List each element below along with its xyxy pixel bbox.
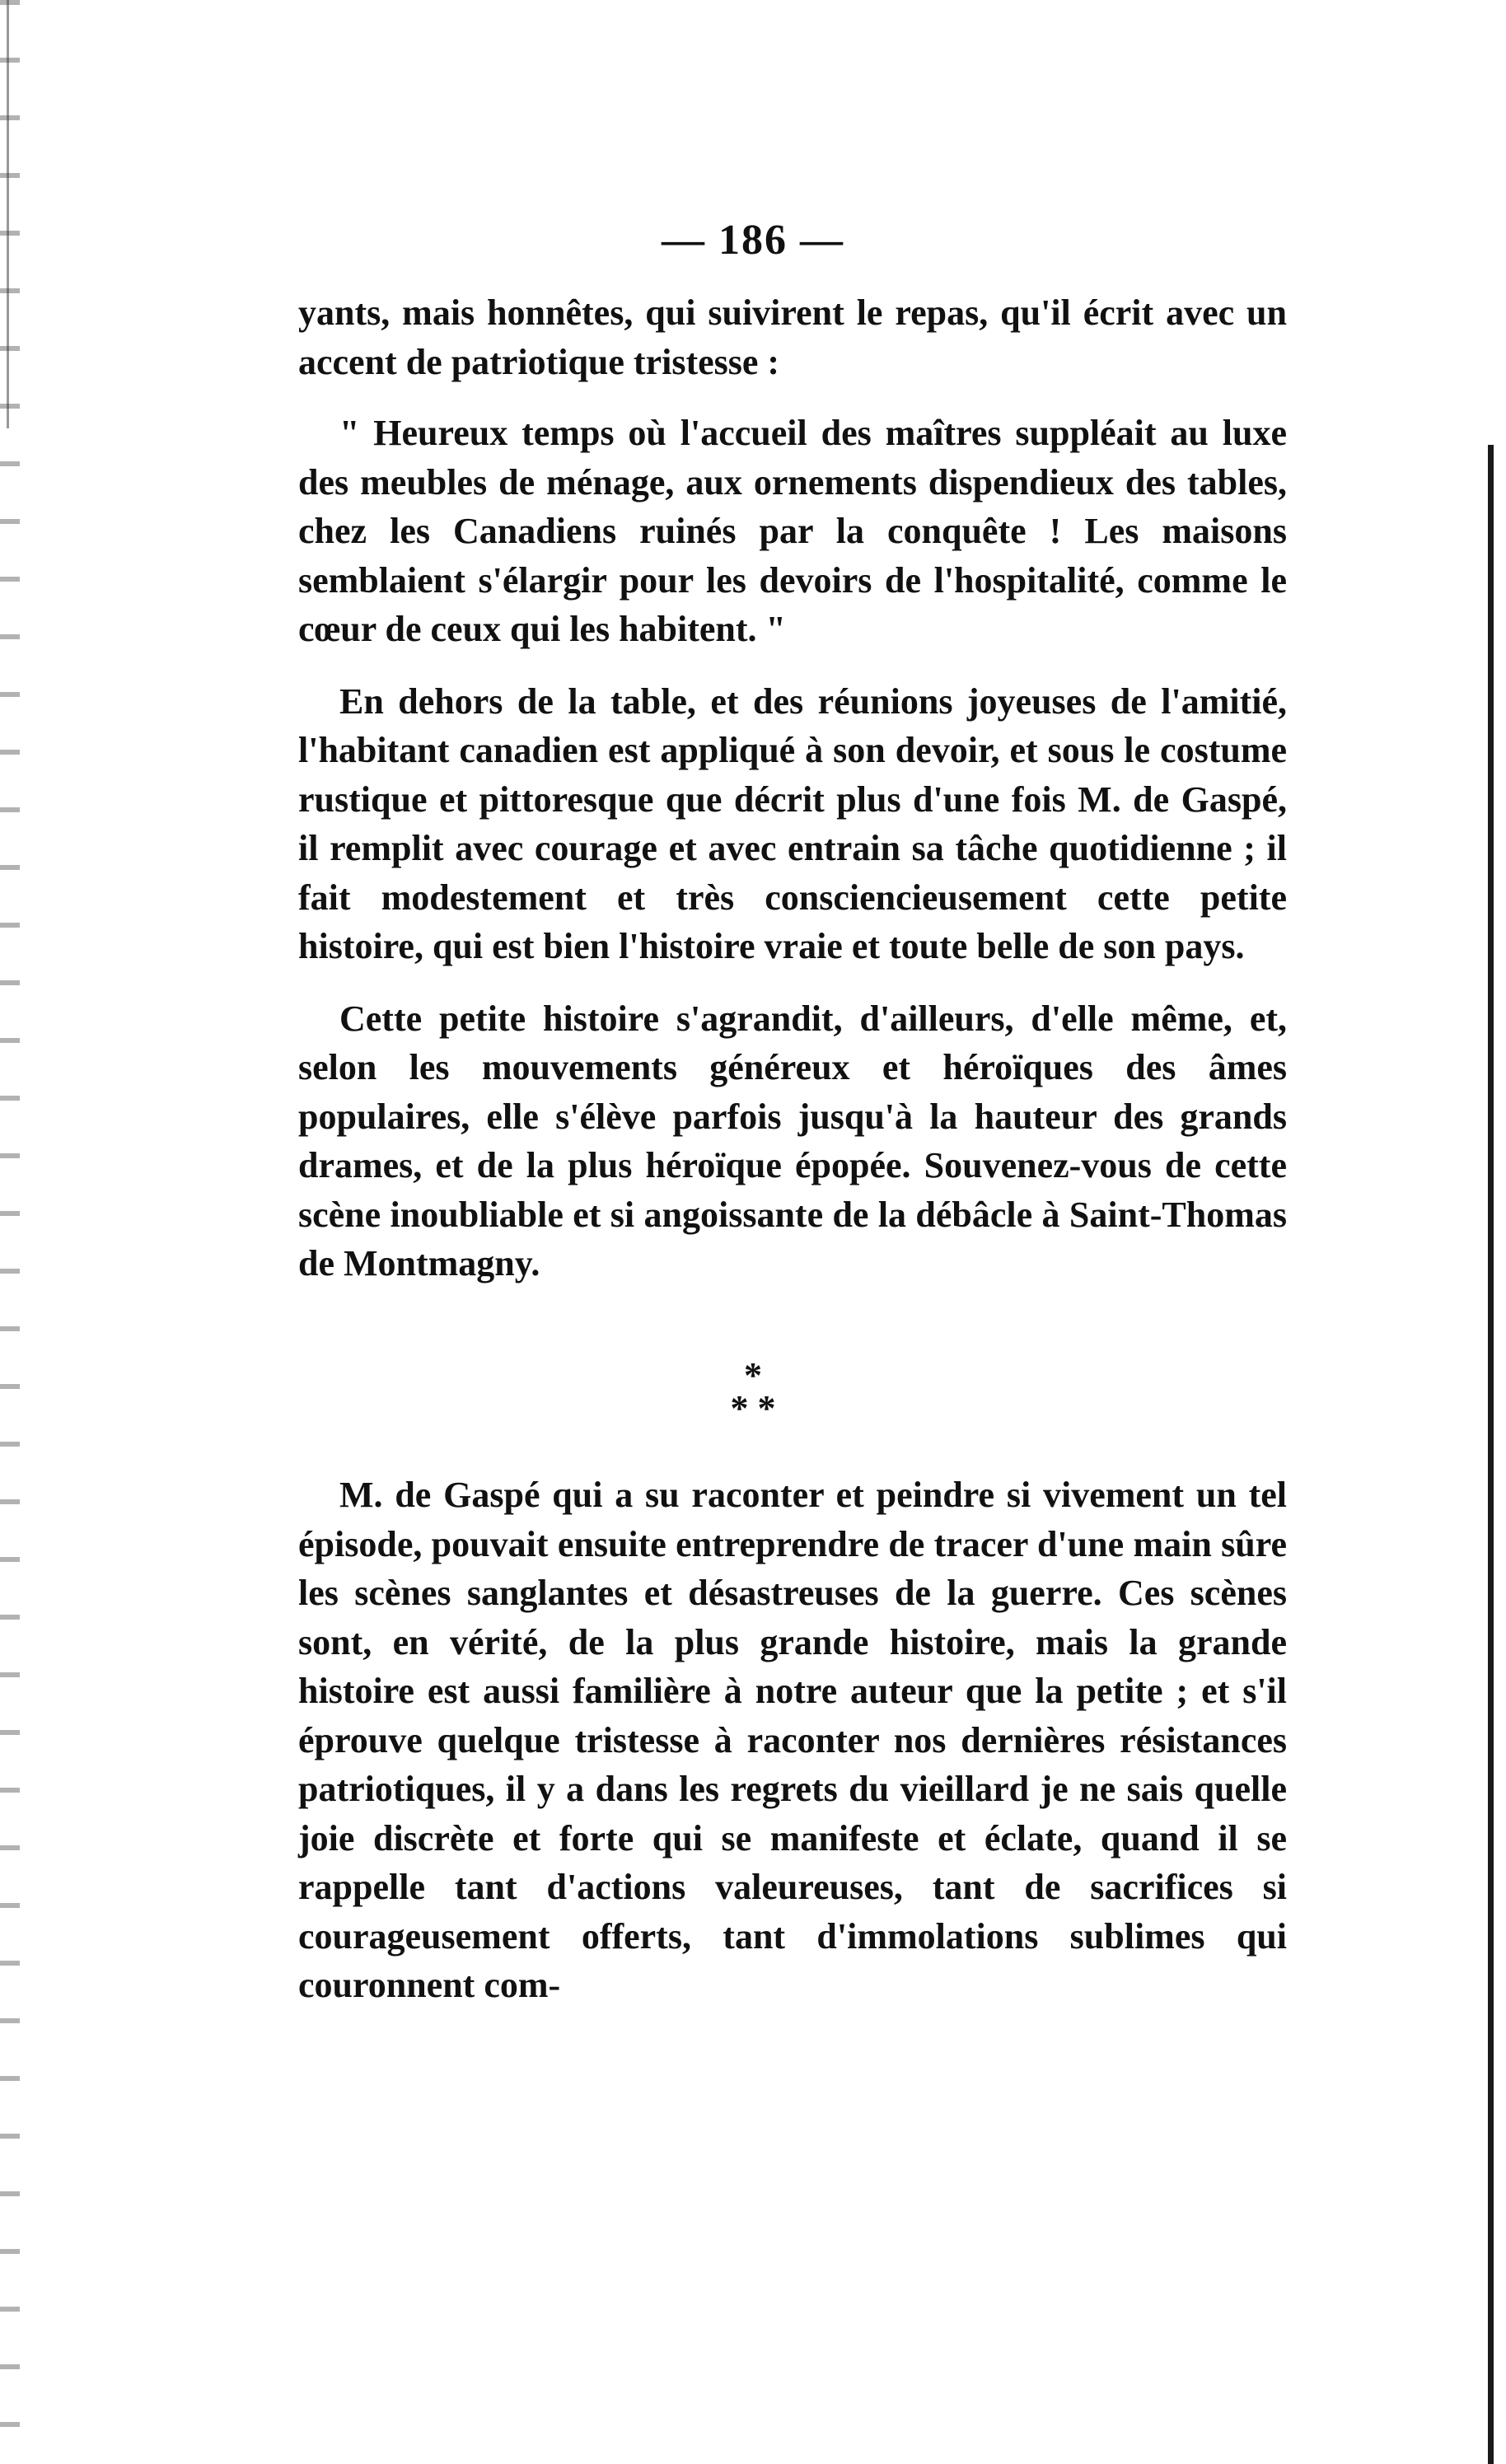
asterism-top: *: [744, 1355, 762, 1396]
paragraph: M. de Gaspé qui a su raconter et peindre si vivement un tel épisode, pouvait ensuite entreprendre de tracer d'une main sûre les scènes sanglantes et désastreuses de la guerre. Ces scènes sont, en vérité, de la plus grande histoire, mais la grande histoire est aussi familière à notre auteur que la petite ; et s'il éprouve quelque tristesse à raconter nos dernières résistances patriotiques, il y a dans les regrets du vieillard je ne sais quelle joie discrète et forte qui se manifeste et éclate, quand il se rappelle tant d'actions valeureuses, tant de sacrifices si courageusement offerts, tant d'immolations sublimes qui couronnent com-: [298, 1475, 1287, 2005]
text-block-upper: [298, 288, 1287, 1288]
paragraph-quotation: " Heureux temps où l'accueil des maîtres suppléait au luxe des meubles de ménage, aux ornements dispendieux des tables, chez les Canadiens ruinés par la conquête ! Les maisons semblaient s'élargir pour les devoirs de l'hospitalité, comme le cœur de ceux qui les habitent. ": [298, 413, 1287, 649]
scan-edge-line: [7, 0, 9, 428]
scan-right-border: [1488, 445, 1494, 2464]
asterism-bottom: * *: [730, 1388, 776, 1428]
text-block-lower: [298, 1470, 1287, 2010]
page-number: — 186 —: [662, 217, 844, 264]
paragraph: En dehors de la table, et des réunions joyeuses de l'amitié, l'habitant canadien est appliqué à son devoir, et sous le costume rustique et pittoresque que décrit plus d'une fois M. de Gaspé, il remplit avec courage et avec entrain sa tâche quotidienne ; il fait modestement et très consciencieusement cette petite histoire, qui est bien l'histoire vraie et toute belle de son pays.: [298, 680, 1287, 966]
asterism-ornament: [0, 1355, 1506, 1428]
scan-edge-artifact: [0, 0, 20, 2464]
paragraph-continuation: yants, mais honnêtes, qui suivirent le repas, qu'il écrit avec un accent de patriotique tristesse :: [298, 292, 1287, 382]
paragraph: Cette petite histoire s'agrandit, d'ailleurs, d'elle même, et, selon les mouvements généreux et héroïques des âmes populaires, elle s'élève parfois jusqu'à la hauteur des grands drames, et de la plus héroïque épopée. Souvenez-vous de cette scène inoubliable et si angoissante de la débâcle à Saint-Thomas de Montmagny.: [298, 998, 1287, 1283]
